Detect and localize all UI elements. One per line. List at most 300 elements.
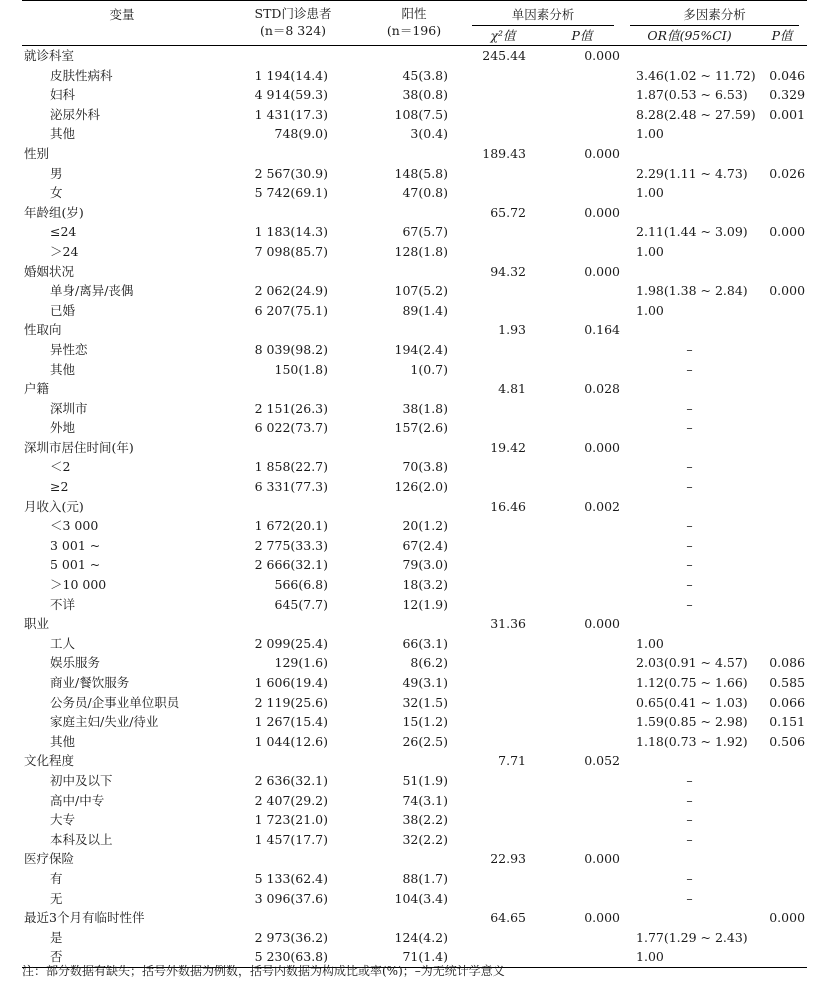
cell-or-value: 1.00: [636, 635, 664, 651]
cell-p-value-2: [757, 399, 807, 419]
cell-chi2: [464, 673, 542, 693]
cell-chi2: 16.46: [490, 498, 526, 514]
cell-std-count: [222, 379, 364, 399]
cell-p-value-2: [757, 751, 807, 771]
cell-chi2: [464, 281, 542, 301]
cell-variable: ＜2: [50, 459, 71, 475]
cell-or-value: 1.18(0.73 ~ 1.92): [636, 733, 748, 749]
cell-variable: 家庭主妇/失业/待业: [50, 714, 159, 730]
cell-std-count: 2 636(32.1): [254, 772, 328, 788]
table-body: [22, 46, 807, 968]
cell-std-count: [222, 320, 364, 340]
cell-p-value-2: [757, 242, 807, 262]
cell-chi2: [464, 771, 542, 791]
cell-or-value: 1.98(1.38 ~ 2.84): [636, 283, 748, 299]
cell-chi2: [464, 105, 542, 125]
cell-positive-count: 32(1.5): [402, 694, 448, 710]
cell-chi2: [464, 516, 542, 536]
cell-positive-count: 124(4.2): [394, 929, 448, 945]
cell-p-value: [542, 869, 622, 889]
cell-variable: 不详: [50, 596, 76, 612]
cell-positive-count: [364, 849, 464, 869]
cell-chi2: [464, 418, 542, 438]
cell-chi2: [464, 889, 542, 909]
cell-chi2: [464, 555, 542, 575]
cell-std-count: [222, 144, 364, 164]
cell-variable: 是: [50, 929, 63, 945]
cell-p-value: [542, 301, 622, 321]
cell-std-count: 2 973(36.2): [254, 929, 328, 945]
cell-variable: 妇科: [50, 87, 76, 103]
cell-positive-count: [364, 497, 464, 517]
cell-or-value: [622, 908, 757, 928]
cell-p-value-2: [757, 810, 807, 830]
table-row-subitem: [22, 399, 807, 419]
cell-p-value-2: [757, 477, 807, 497]
cell-p-value-2: 0.001: [769, 106, 806, 122]
header-chi2: χ²值: [490, 28, 516, 43]
cell-variable: 婚姻状况: [24, 263, 75, 279]
cell-positive-count: 108(7.5): [394, 106, 448, 122]
cell-p-value-2: 0.506: [769, 733, 806, 749]
cell-p-value-2: [757, 124, 807, 144]
table-row-subitem: [22, 242, 807, 262]
cell-chi2: 65.72: [490, 204, 526, 220]
cell-positive-count: [364, 203, 464, 223]
table-row-subitem: [22, 653, 807, 673]
cell-std-count: 645(7.7): [274, 596, 328, 612]
cell-positive-count: [364, 144, 464, 164]
cell-p-value: 0.000: [584, 910, 621, 926]
table-row-subitem: [22, 457, 807, 477]
table-row-subitem: [22, 555, 807, 575]
cell-p-value-2: 0.066: [769, 694, 806, 710]
table-row-subitem: [22, 732, 807, 752]
cell-p-value: [542, 947, 622, 967]
header-p-value-2: P值: [771, 28, 793, 43]
cell-std-count: 1 194(14.4): [254, 67, 328, 83]
cell-std-count: 2 567(30.9): [254, 165, 328, 181]
cell-std-count: 2 407(29.2): [254, 792, 328, 808]
cell-positive-count: 20(1.2): [402, 518, 448, 534]
cell-chi2: [464, 653, 542, 673]
cell-std-count: 1 672(20.1): [254, 518, 328, 534]
table-row-subitem: [22, 771, 807, 791]
cell-variable: 文化程度: [24, 753, 75, 769]
table-row-subitem: [22, 183, 807, 203]
cell-positive-count: [364, 262, 464, 282]
cell-or-value: 1.59(0.85 ~ 2.98): [636, 714, 748, 730]
cell-variable: 女: [50, 185, 63, 201]
cell-std-count: 2 062(24.9): [254, 283, 328, 299]
cell-variable: 公务员/企事业单位职员: [50, 694, 180, 710]
cell-variable: 有: [50, 870, 63, 886]
cell-or-value: [622, 497, 757, 517]
table-row-subitem: [22, 222, 807, 242]
cell-p-value-2: [757, 771, 807, 791]
cell-p-value-2: [757, 928, 807, 948]
table-row-category: [22, 438, 807, 458]
cell-positive-count: 107(5.2): [394, 283, 448, 299]
cell-or-value: –: [686, 831, 693, 847]
cell-std-count: 1 267(15.4): [254, 714, 328, 730]
cell-or-value: –: [686, 870, 693, 886]
header-positive: 阳性 (n＝196): [386, 6, 442, 38]
cell-chi2: [464, 928, 542, 948]
cell-std-count: 2 151(26.3): [254, 400, 328, 416]
cell-positive-count: [364, 751, 464, 771]
cell-p-value-2: 0.000: [769, 224, 806, 240]
cell-positive-count: 12(1.9): [402, 596, 448, 612]
cell-p-value: 0.000: [584, 48, 621, 63]
cell-std-count: [222, 262, 364, 282]
cell-positive-count: 148(5.8): [394, 165, 448, 181]
cell-p-value-2: [757, 340, 807, 360]
cell-or-value: –: [686, 890, 693, 906]
cell-std-count: 7 098(85.7): [254, 243, 328, 259]
cell-variable: 男: [50, 165, 63, 181]
cell-std-count: 5 742(69.1): [254, 185, 328, 201]
cell-variable: 年龄组(岁): [24, 204, 84, 220]
cell-positive-count: 128(1.8): [394, 243, 448, 259]
cell-or-value: 2.11(1.44 ~ 3.09): [636, 224, 748, 240]
cell-p-value-2: [757, 575, 807, 595]
cell-std-count: 6 022(73.7): [254, 420, 328, 436]
cell-std-count: 5 230(63.8): [254, 949, 328, 965]
cell-chi2: [464, 222, 542, 242]
table-row-category: [22, 203, 807, 223]
cell-std-count: 8 039(98.2): [254, 341, 328, 357]
cell-p-value: 0.000: [584, 851, 621, 867]
cell-chi2: [464, 183, 542, 203]
table-row-subitem: [22, 830, 807, 850]
cell-p-value: [542, 164, 622, 184]
cell-std-count: [222, 497, 364, 517]
cell-positive-count: [364, 438, 464, 458]
cell-variable: 其他: [50, 733, 76, 749]
cell-std-count: 2 775(33.3): [254, 537, 328, 553]
cell-p-value-2: [757, 614, 807, 634]
table-row-subitem: [22, 575, 807, 595]
cell-positive-count: 47(0.8): [402, 185, 448, 201]
cell-p-value: [542, 399, 622, 419]
cell-std-count: 4 914(59.3): [254, 87, 328, 103]
table-row-subitem: [22, 673, 807, 693]
cell-p-value: [542, 712, 622, 732]
table-row-category: [22, 614, 807, 634]
cell-or-value: [622, 379, 757, 399]
cell-std-count: 1 457(17.7): [254, 831, 328, 847]
cell-p-value-2: 0.329: [769, 87, 806, 103]
cell-positive-count: 66(3.1): [402, 635, 448, 651]
cell-p-value-2: [757, 144, 807, 164]
cell-chi2: 31.36: [490, 616, 526, 632]
cell-or-value: –: [686, 518, 693, 534]
cell-variable: ＜3 000: [50, 518, 99, 534]
cell-chi2: [464, 693, 542, 713]
cell-std-count: [222, 203, 364, 223]
cell-std-count: [222, 751, 364, 771]
cell-variable: 泌尿外科: [50, 106, 101, 122]
cell-p-value-2: [757, 791, 807, 811]
cell-chi2: [464, 340, 542, 360]
cell-p-value: [542, 575, 622, 595]
cell-variable: 大专: [50, 812, 76, 828]
table-row-subitem: [22, 340, 807, 360]
cell-std-count: 129(1.6): [274, 655, 328, 671]
cell-variable: 皮肤性病科: [50, 67, 113, 83]
cell-positive-count: [364, 379, 464, 399]
cell-or-value: 1.12(0.75 ~ 1.66): [636, 675, 748, 690]
cell-variable: 外地: [50, 420, 76, 436]
cell-std-count: 1 858(22.7): [254, 459, 328, 475]
cell-or-value: [622, 849, 757, 869]
cell-p-value-2: [757, 360, 807, 380]
cell-chi2: [464, 536, 542, 556]
cell-positive-count: 79(3.0): [402, 557, 448, 573]
table-row-subitem: [22, 66, 807, 86]
cell-p-value-2: [757, 947, 807, 967]
cell-or-value: [622, 751, 757, 771]
header-univariate: 单因素分析: [464, 1, 622, 27]
cell-or-value: –: [686, 479, 693, 495]
cell-or-value: –: [686, 420, 693, 436]
cell-chi2: [464, 869, 542, 889]
cell-p-value-2: [757, 457, 807, 477]
cell-variable: ≤24: [50, 224, 77, 240]
cell-p-value: [542, 281, 622, 301]
header-variable: 变量: [109, 7, 135, 22]
results-table: [22, 0, 807, 968]
table-row-category: [22, 751, 807, 771]
cell-positive-count: 38(2.2): [402, 812, 448, 828]
table-row-subitem: [22, 301, 807, 321]
cell-chi2: [464, 164, 542, 184]
cell-positive-count: 3(0.4): [410, 126, 448, 142]
cell-or-value: 1.00: [636, 126, 664, 142]
cell-std-count: 3 096(37.6): [254, 890, 328, 906]
cell-p-value: 0.000: [584, 616, 621, 632]
table-row-category: [22, 849, 807, 869]
cell-or-value: 8.28(2.48 ~ 27.59): [636, 106, 756, 122]
cell-p-value-2: [757, 320, 807, 340]
cell-p-value: [542, 810, 622, 830]
cell-or-value: 1.00: [636, 185, 664, 201]
cell-p-value-2: 0.046: [769, 67, 806, 83]
cell-variable: 月收入(元): [24, 498, 84, 514]
table-row-subitem: [22, 477, 807, 497]
cell-variable: 性别: [24, 145, 50, 161]
cell-p-value-2: [757, 418, 807, 438]
table-row-subitem: [22, 869, 807, 889]
cell-variable: 深圳市: [50, 400, 88, 416]
table-footnote: 注：部分数据有缺失；括号外数据为例数，括号内数据为构成比或率(%)；–为无统计学意义: [22, 964, 505, 978]
cell-p-value: 0.000: [584, 204, 621, 220]
table-row-category: [22, 908, 807, 928]
cell-or-value: –: [686, 557, 693, 573]
cell-or-value: –: [686, 341, 693, 357]
cell-p-value: [542, 791, 622, 811]
cell-p-value: [542, 477, 622, 497]
cell-p-value-2: [757, 849, 807, 869]
cell-p-value: 0.000: [584, 263, 621, 279]
cell-variable: 5 001 ~: [50, 557, 101, 573]
cell-variable: 职业: [24, 616, 50, 632]
cell-positive-count: 38(0.8): [402, 87, 448, 103]
cell-or-value: [622, 320, 757, 340]
cell-variable: ＞24: [50, 243, 79, 259]
cell-variable: 本科及以上: [50, 831, 113, 847]
cell-p-value-2: [757, 869, 807, 889]
cell-chi2: [464, 66, 542, 86]
cell-or-value: –: [686, 459, 693, 475]
cell-chi2: [464, 810, 542, 830]
table-row-subitem: [22, 85, 807, 105]
cell-or-value: 1.00: [636, 302, 664, 318]
table-row-subitem: [22, 634, 807, 654]
cell-chi2: [464, 732, 542, 752]
cell-or-value: –: [686, 812, 693, 828]
table-row-category: [22, 46, 807, 66]
cell-p-value-2: [757, 595, 807, 615]
table-row-subitem: [22, 418, 807, 438]
cell-p-value: [542, 693, 622, 713]
table-row-subitem: [22, 536, 807, 556]
cell-positive-count: 74(3.1): [402, 792, 448, 808]
cell-positive-count: 70(3.8): [402, 459, 448, 475]
cell-p-value: [542, 242, 622, 262]
cell-p-value: [542, 653, 622, 673]
cell-chi2: [464, 634, 542, 654]
cell-or-value: –: [686, 537, 693, 553]
cell-variable: 工人: [50, 635, 76, 651]
cell-positive-count: 26(2.5): [402, 733, 448, 749]
cell-p-value: 0.000: [584, 145, 621, 161]
cell-variable: ＞10 000: [50, 577, 107, 593]
cell-p-value: [542, 124, 622, 144]
cell-variable: 医疗保险: [24, 851, 75, 867]
cell-p-value-2: [757, 634, 807, 654]
cell-variable: 商业/餐饮服务: [50, 675, 130, 690]
cell-positive-count: 104(3.4): [394, 890, 448, 906]
cell-variable: 初中及以下: [50, 772, 113, 788]
header-p-value: P值: [571, 28, 593, 43]
cell-std-count: 6 331(77.3): [254, 479, 328, 495]
cell-chi2: 64.65: [490, 910, 526, 926]
cell-std-count: 1 431(17.3): [254, 106, 328, 122]
cell-or-value: 1.00: [636, 949, 664, 965]
cell-p-value-2: [757, 262, 807, 282]
cell-p-value: [542, 536, 622, 556]
cell-variable: 高中/中专: [50, 792, 105, 808]
cell-p-value: 0.164: [584, 322, 621, 338]
cell-or-value: 1.87(0.53 ~ 6.53): [636, 87, 748, 103]
header-or-value: OR值(95%CI): [647, 28, 732, 43]
cell-or-value: 3.46(1.02 ~ 11.72): [636, 67, 756, 83]
cell-chi2: 245.44: [482, 48, 526, 63]
cell-p-value-2: [757, 536, 807, 556]
cell-std-count: 6 207(75.1): [254, 302, 328, 318]
cell-chi2: 1.93: [498, 322, 526, 338]
cell-positive-count: 18(3.2): [402, 577, 448, 593]
header-std-patients: STD门诊患者 (n＝8 324): [254, 6, 332, 38]
cell-p-value: [542, 418, 622, 438]
cell-positive-count: 88(1.7): [402, 870, 448, 886]
cell-variable: 深圳市居住时间(年): [24, 439, 134, 455]
cell-or-value: [622, 144, 757, 164]
cell-chi2: 4.81: [498, 381, 526, 397]
cell-std-count: 150(1.8): [274, 361, 328, 377]
cell-positive-count: [364, 614, 464, 634]
cell-or-value: [622, 262, 757, 282]
cell-or-value: [622, 614, 757, 634]
cell-p-value: [542, 457, 622, 477]
cell-p-value-2: 0.585: [769, 675, 806, 690]
cell-p-value: 0.000: [584, 439, 621, 455]
cell-p-value: [542, 222, 622, 242]
cell-std-count: 1 723(21.0): [254, 812, 328, 828]
cell-positive-count: 45(3.8): [402, 67, 448, 83]
cell-positive-count: 71(1.4): [402, 949, 448, 965]
cell-std-count: [222, 908, 364, 928]
cell-p-value-2: [757, 203, 807, 223]
table-row-subitem: [22, 693, 807, 713]
cell-positive-count: 1(0.7): [410, 361, 448, 377]
cell-chi2: [464, 477, 542, 497]
cell-p-value: 0.002: [584, 498, 621, 514]
cell-p-value: [542, 595, 622, 615]
table-row-category: [22, 379, 807, 399]
cell-variable: 其他: [50, 361, 76, 377]
cell-p-value: [542, 340, 622, 360]
cell-p-value: [542, 889, 622, 909]
cell-positive-count: [364, 908, 464, 928]
cell-chi2: [464, 301, 542, 321]
cell-variable: 户籍: [24, 381, 50, 397]
cell-chi2: [464, 595, 542, 615]
cell-p-value-2: [757, 379, 807, 399]
cell-chi2: [464, 360, 542, 380]
cell-or-value: 1.77(1.29 ~ 2.43): [636, 929, 748, 945]
cell-chi2: [464, 457, 542, 477]
table-row-category: [22, 320, 807, 340]
cell-p-value-2: 0.086: [769, 655, 806, 671]
cell-variable: 已婚: [50, 302, 76, 318]
cell-p-value: 0.028: [584, 381, 621, 397]
cell-std-count: 5 133(62.4): [254, 870, 328, 886]
cell-chi2: [464, 399, 542, 419]
cell-variable: 异性恋: [50, 341, 88, 357]
cell-p-value-2: 0.151: [769, 714, 806, 730]
cell-or-value: –: [686, 361, 693, 377]
cell-chi2: [464, 575, 542, 595]
cell-std-count: 566(6.8): [274, 577, 328, 593]
cell-std-count: 1 606(19.4): [254, 675, 328, 690]
cell-or-value: –: [686, 596, 693, 612]
table-row-subitem: [22, 595, 807, 615]
cell-p-value: [542, 66, 622, 86]
cell-or-value: [622, 203, 757, 223]
cell-positive-count: 67(5.7): [402, 224, 448, 240]
cell-p-value-2: 0.000: [769, 910, 806, 926]
cell-chi2: [464, 85, 542, 105]
table-row-subitem: [22, 124, 807, 144]
cell-std-count: 2 099(25.4): [254, 635, 328, 651]
table-row-subitem: [22, 164, 807, 184]
cell-variable: 娱乐服务: [50, 655, 101, 671]
cell-p-value: [542, 634, 622, 654]
cell-p-value-2: [757, 301, 807, 321]
